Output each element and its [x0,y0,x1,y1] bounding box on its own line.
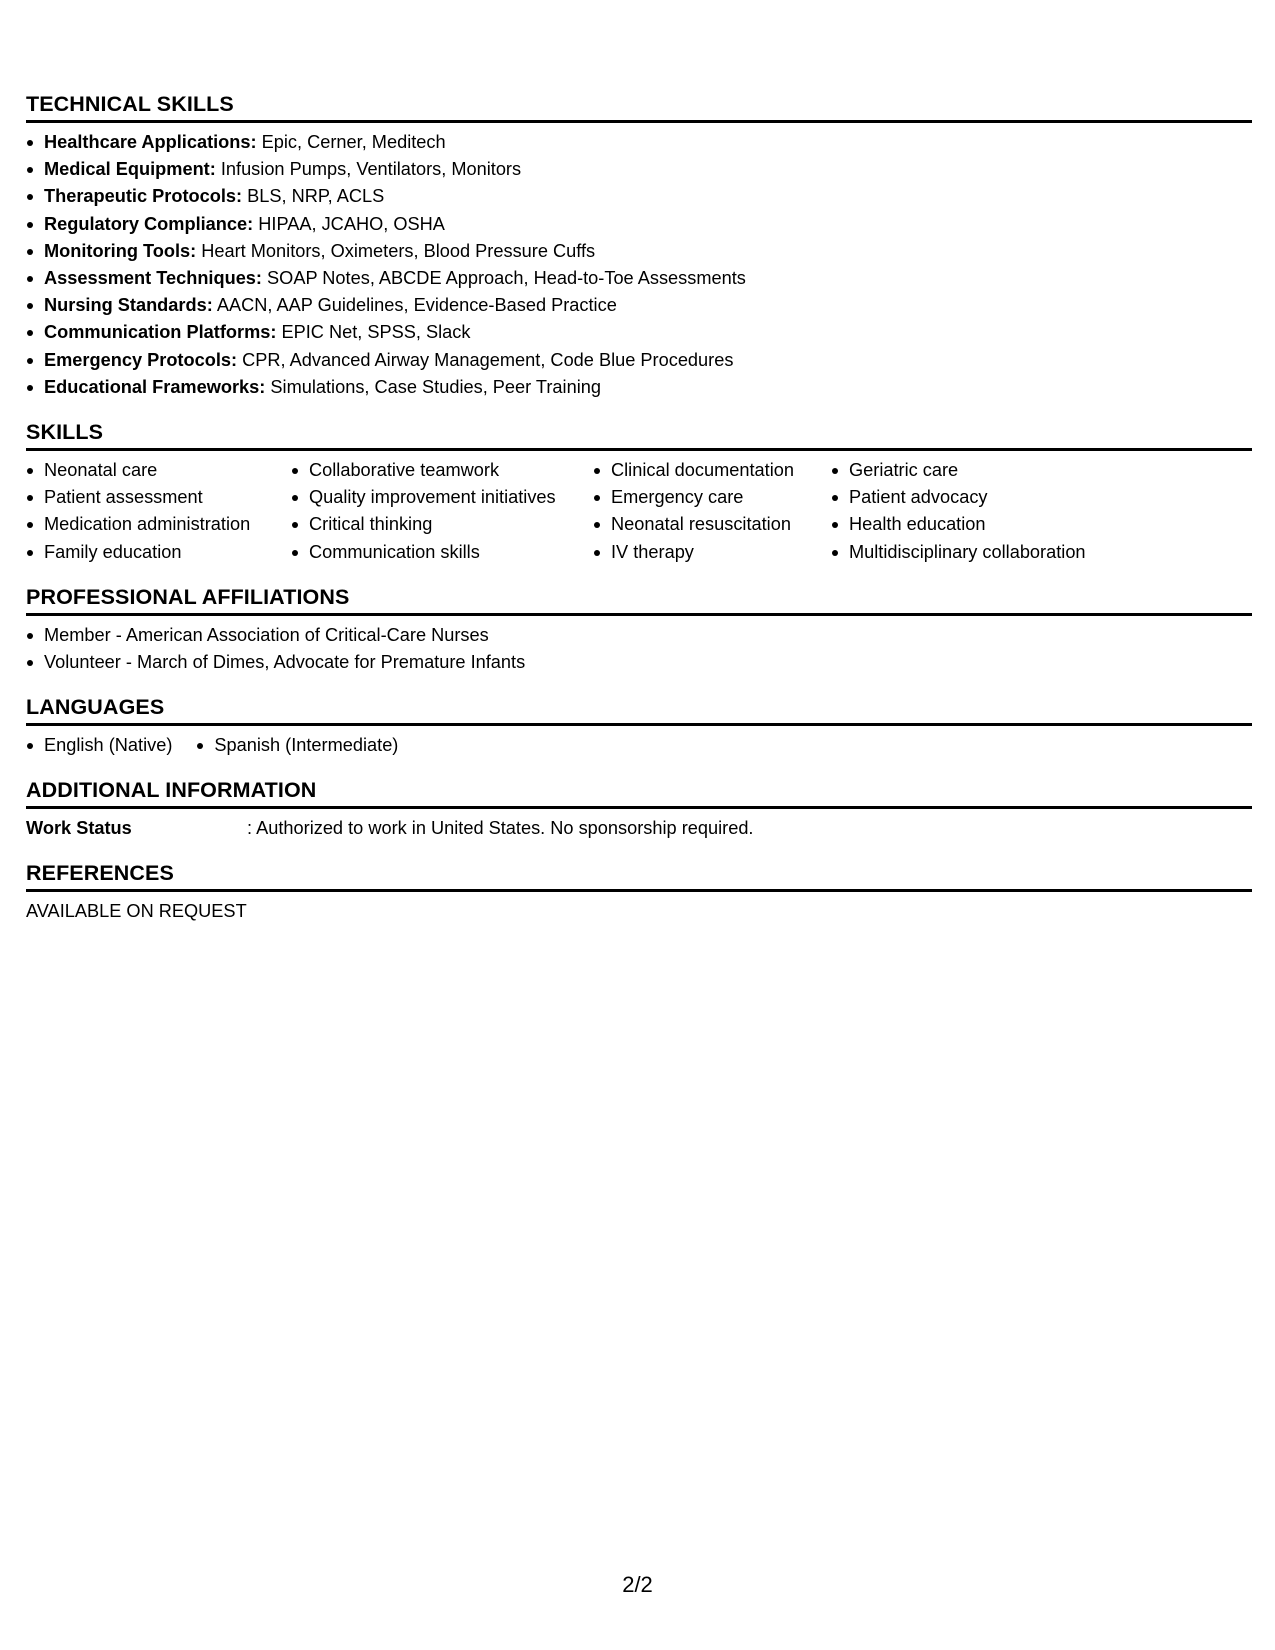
skill-category-label: Emergency Protocols: [44,349,238,370]
section-divider [26,806,1252,809]
skill-category-label: Medical Equipment: [44,159,216,180]
page-number: 2/2 [622,1572,653,1597]
list-item: Member - American Association of Critical-Care Nurses [26,622,1252,649]
skill-category-label: Nursing Standards: [44,295,213,316]
skill-category-value: Heart Monitors, Oximeters, Blood Pressure Cuffs [196,240,596,261]
list-item [26,238,1252,265]
list-item: Collaborative teamwork [291,457,593,484]
section-title-languages: LANGUAGES [26,695,165,720]
section-divider [26,448,1252,451]
list-item: Communication skills [291,539,593,566]
section-title-technical-skills: TECHNICAL SKILLS [26,92,234,116]
list-item: Health education [831,511,1151,538]
skill-category-label: Communication Platforms: [44,322,277,343]
list-item: Neonatal resuscitation [593,511,831,538]
list-item: Geriatric care [831,457,1151,484]
list-item [26,183,1252,210]
skill-category-value: EPIC Net, SPSS, Slack [276,322,471,343]
additional-info-section [26,776,1252,842]
list-item: Neonatal care [26,457,291,484]
skill-category-value: BLS, NRP, ACLS [242,186,385,207]
skills-column-3 [593,457,831,566]
affiliations-section [26,583,1252,676]
section-divider [26,120,1252,123]
list-item [26,265,1252,292]
list-item [26,319,1252,346]
list-item [26,374,1252,401]
skills-column-4 [831,457,1151,566]
skill-category-value: Simulations, Case Studies, Peer Training [265,376,601,397]
list-item: Patient advocacy [831,484,1151,511]
skills-column-2 [291,457,593,566]
list-item: English (Native) [26,732,172,759]
technical-skills-section [26,90,1252,401]
section-divider [26,889,1252,892]
list-item: Family education [26,539,291,566]
list-item [26,129,1252,156]
list-item: Medication administration [26,511,291,538]
references-section [26,859,1252,925]
skill-category-value: HIPAA, JCAHO, OSHA [253,213,445,234]
section-divider [26,613,1252,616]
skill-category-label: Monitoring Tools: [44,240,197,261]
list-item: Critical thinking [291,511,593,538]
section-title-affiliations: PROFESSIONAL AFFILIATIONS [26,584,350,609]
work-status-row [26,815,1252,842]
languages-section [26,693,1252,759]
skill-category-label: Healthcare Applications: [44,132,257,152]
list-item: Volunteer - March of Dimes, Advocate for Premature Infants [26,649,1252,676]
list-item: IV therapy [593,539,831,566]
list-item: Patient assessment [26,484,291,511]
section-divider [26,723,1252,726]
skill-category-label: Regulatory Compliance: [44,213,254,234]
work-status-value: : Authorized to work in United States. No sponsorship required. [247,818,754,839]
list-item [26,211,1252,238]
skill-category-value: AACN, AAP Guidelines, Evidence-Based Practice [212,295,617,316]
skills-grid [26,457,1252,566]
skill-category-value: CPR, Advanced Airway Management, Code Blue Procedures [237,349,734,370]
resume-page [26,90,1252,942]
section-title-skills: SKILLS [26,420,104,445]
section-title-references: REFERENCES [26,861,174,886]
technical-skills-list [26,129,1252,401]
list-item: Clinical documentation [593,457,831,484]
section-title-additional-info: ADDITIONAL INFORMATION [26,778,317,803]
list-item [26,156,1252,183]
skill-category-value: Infusion Pumps, Ventilators, Monitors [215,159,522,180]
skill-category-value: Epic, Cerner, Meditech [256,132,446,152]
list-item: Multidisciplinary collaboration [831,539,1151,566]
list-item: Spanish (Intermediate) [196,732,398,759]
list-item: Emergency care [593,484,831,511]
skill-category-label: Assessment Techniques: [44,268,262,289]
list-item [26,292,1252,319]
skills-section [26,418,1252,566]
languages-list [26,732,1252,759]
affiliations-list [26,622,1252,676]
work-status-label: Work Status [26,818,132,839]
skill-category-label: Educational Frameworks: [44,376,266,397]
skill-category-value: SOAP Notes, ABCDE Approach, Head-to-Toe Assessments [261,268,746,289]
skills-column-1 [26,457,291,566]
references-text: AVAILABLE ON REQUEST [26,901,247,922]
list-item: Quality improvement initiatives [291,484,593,511]
skill-category-label: Therapeutic Protocols: [44,186,243,207]
list-item [26,347,1252,374]
